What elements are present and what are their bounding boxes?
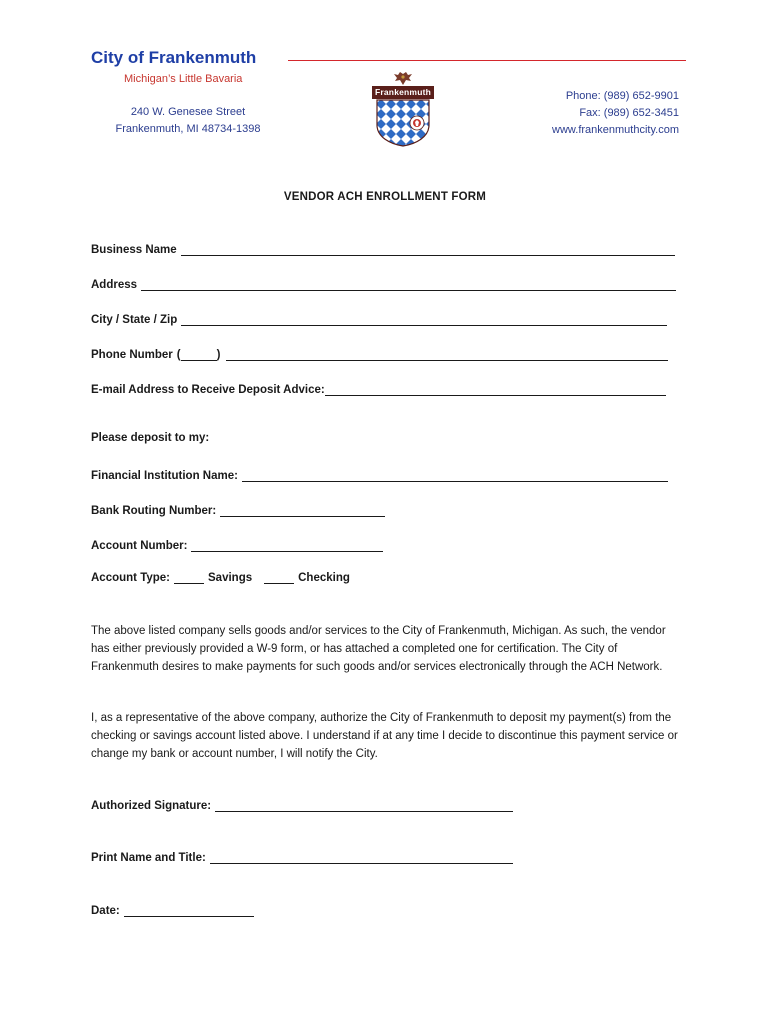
form-title: VENDOR ACH ENROLLMENT FORM bbox=[283, 191, 487, 203]
crest-shield-icon bbox=[376, 99, 430, 147]
city-crest-logo bbox=[372, 70, 434, 148]
website-link[interactable]: www.frankenmuthcity.com bbox=[552, 124, 679, 136]
date-label: Date: bbox=[91, 905, 120, 917]
address-label: Address bbox=[91, 279, 138, 291]
date-field bbox=[91, 901, 254, 917]
routing-number-input[interactable] bbox=[220, 504, 385, 517]
crest-eagle-icon bbox=[394, 72, 412, 86]
authorized-signature-input[interactable] bbox=[215, 799, 513, 812]
account-type-field bbox=[91, 571, 350, 584]
print-name-input[interactable] bbox=[210, 851, 513, 864]
address-line-1: 240 W. Genesee Street bbox=[130, 106, 246, 118]
address-field bbox=[91, 275, 676, 291]
routing-number-field bbox=[91, 501, 385, 517]
authorized-signature-label: Authorized Signature: bbox=[91, 800, 212, 812]
certification-paragraph: The above listed company sells goods and/or services to the City of Frankenmuth, Michigan. As such, the vendor has either previously provided a W-9 form, or has attached a completed one for certification. The City of Frankenmuth desires to make payments for such goods and/or services electronically through the ACH Network. bbox=[91, 625, 666, 673]
area-code-input[interactable] bbox=[181, 348, 217, 361]
savings-option-label: Savings bbox=[208, 572, 253, 584]
institution-field bbox=[91, 466, 668, 482]
institution-label: Financial Institution Name: bbox=[91, 470, 238, 482]
business-name-input[interactable] bbox=[181, 243, 675, 256]
city-state-zip-input[interactable] bbox=[181, 313, 667, 326]
date-input[interactable] bbox=[124, 904, 254, 917]
area-code-open-paren: ( bbox=[176, 349, 181, 361]
print-name-label: Print Name and Title: bbox=[91, 852, 206, 864]
phone-number-input[interactable] bbox=[226, 348, 668, 361]
city-name: City of Frankenmuth bbox=[91, 48, 257, 67]
city-address bbox=[108, 104, 268, 138]
authorized-signature-field bbox=[91, 796, 513, 812]
header-rule bbox=[288, 60, 686, 61]
deposit-heading: Please deposit to my: bbox=[91, 432, 210, 444]
business-name-label: Business Name bbox=[91, 244, 177, 256]
address-input[interactable] bbox=[141, 278, 676, 291]
address-line-2: Frankenmuth, MI 48734-1398 bbox=[115, 123, 261, 135]
print-name-field bbox=[91, 848, 513, 864]
checking-checkbox-line[interactable] bbox=[264, 571, 294, 584]
account-number-field bbox=[91, 536, 383, 552]
fax-text: Fax: (989) 652-3451 bbox=[579, 107, 679, 119]
email-field bbox=[91, 380, 666, 396]
institution-input[interactable] bbox=[242, 469, 668, 482]
area-code-close-paren: ) bbox=[216, 349, 221, 361]
email-input[interactable] bbox=[325, 383, 666, 396]
crest-banner: Frankenmuth bbox=[372, 86, 434, 99]
city-state-zip-field bbox=[91, 310, 667, 326]
checking-option-label: Checking bbox=[298, 572, 350, 584]
phone-number-label: Phone Number bbox=[91, 349, 173, 361]
city-contact bbox=[459, 88, 679, 139]
city-tagline: Michigan’s Little Bavaria bbox=[124, 73, 243, 85]
phone-text: Phone: (989) 652-9901 bbox=[565, 90, 679, 102]
routing-number-label: Bank Routing Number: bbox=[91, 505, 217, 517]
savings-checkbox-line[interactable] bbox=[174, 571, 204, 584]
email-label: E-mail Address to Receive Deposit Advice: bbox=[91, 384, 325, 396]
authorization-paragraph: I, as a representative of the above company, authorize the City of Frankenmuth to deposit my payment(s) from the checking or savings account listed above. I understand if at any time I decide to discontinue this payment service or change my bank or account number, I will notify the City. bbox=[91, 712, 678, 760]
business-name-field bbox=[91, 240, 675, 256]
city-state-zip-label: City / State / Zip bbox=[91, 314, 178, 326]
account-type-label: Account Type: bbox=[91, 572, 171, 584]
phone-number-field bbox=[91, 345, 668, 361]
account-number-label: Account Number: bbox=[91, 540, 188, 552]
account-number-input[interactable] bbox=[191, 539, 383, 552]
